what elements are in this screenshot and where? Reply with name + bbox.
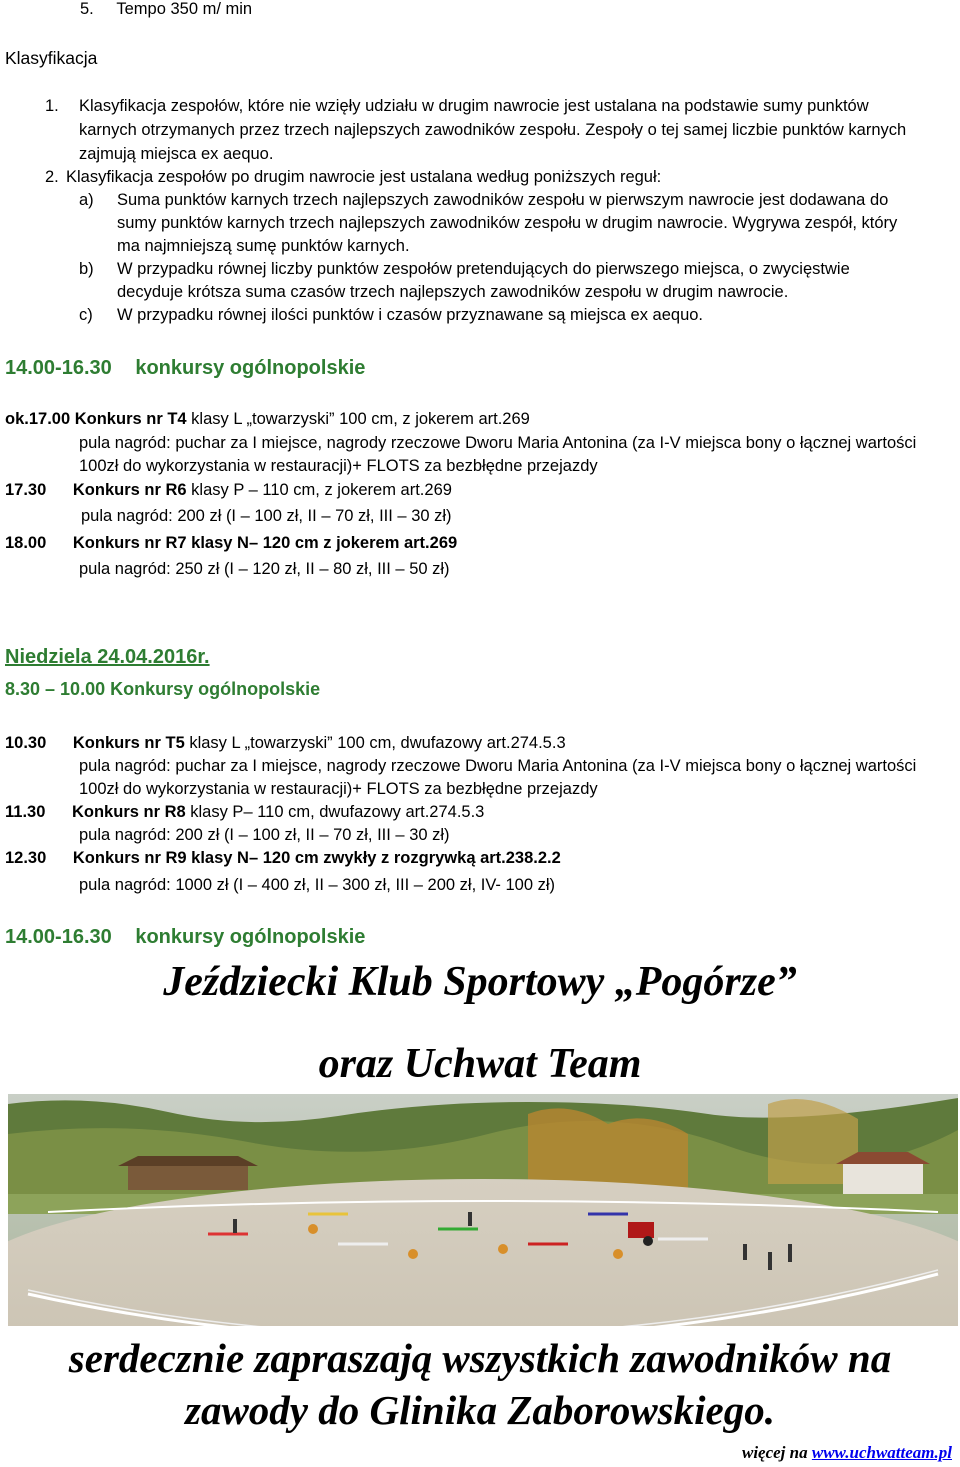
contest-name: Konkurs nr R8 xyxy=(71,803,186,821)
invitation-line: zawody do Glinika Zaborowskiego. xyxy=(185,1387,775,1433)
contest-time: 10.30 xyxy=(5,734,47,752)
paragraph-line: zajmują miejsca ex aequo. xyxy=(79,145,274,163)
schedule-heading: 8.30 – 10.00 Konkursy ogólnopolskie xyxy=(5,679,321,699)
contest-details: klasy P– 110 cm, dwufazowy art.274.5.3 xyxy=(185,803,485,821)
contest-line xyxy=(5,849,561,868)
heading-time: 14.00-16.30 xyxy=(5,926,112,948)
arena-photo xyxy=(8,1094,958,1326)
contest-details: klasy P – 110 cm, z jokerem art.269 xyxy=(186,481,452,499)
invitation-line: serdecznie zapraszają wszystkich zawodników na xyxy=(68,1335,892,1381)
list-letter: a) xyxy=(79,191,94,209)
prize-line: pula nagród: 200 zł (I – 100 zł, II – 70 zł, III – 30 zł) xyxy=(81,507,452,525)
contest-line xyxy=(5,410,530,429)
contest-details: klasy L „towarzyski” 100 cm, dwufazowy art.274.5.3 xyxy=(184,734,566,752)
contest-time: 18.00 xyxy=(5,534,47,552)
paragraph-line: sumy punktów karnych trzech najlepszych zawodników zespołu w drugim nawrocie. Wygrywa zespół, który xyxy=(117,214,898,232)
prize-line: pula nagród: 250 zł (I – 120 zł, II – 80 zł, III – 50 zł) xyxy=(79,560,450,578)
list-number: 1. xyxy=(45,97,59,115)
contest-name: Konkurs nr R7 klasy N– 120 cm z jokerem art.269 xyxy=(72,534,458,552)
list-number: 2. xyxy=(45,168,59,186)
paragraph-line: Klasyfikacja zespołów, które nie wzięły udziału w drugim nawrocie jest ustalana na podstawie sumy punktów xyxy=(79,97,869,115)
team-name: oraz Uchwat Team xyxy=(318,1041,642,1087)
contest-line xyxy=(5,803,484,822)
contest-line xyxy=(5,481,452,500)
contest-time: 11.30 xyxy=(5,803,46,821)
heading-time: 14.00-16.30 xyxy=(5,357,112,379)
heading-text: konkursy ogólnopolskie xyxy=(135,357,366,379)
day-heading: Niedziela 24.04.2016r. xyxy=(5,646,210,668)
contest-time: ok.17.00 xyxy=(5,410,71,428)
paragraph-line: W przypadku równej ilości punktów i czasów przyznawane są miejsca ex aequo. xyxy=(117,306,704,324)
list-letter: c) xyxy=(79,306,93,324)
tempo-line xyxy=(80,0,252,19)
arena-photo-svg xyxy=(8,1094,958,1326)
paragraph-line: Suma punktów karnych trzech najlepszych zawodników zespołu w pierwszym nawrocie jest dodawana do xyxy=(117,191,889,209)
prize-line: 100zł do wykorzystania w restauracji)+ FLOTS za bezbłędne przejazdy xyxy=(79,457,598,475)
list-number: 5. xyxy=(80,0,94,18)
contest-line xyxy=(5,534,457,553)
contest-name: Konkurs nr T4 xyxy=(74,410,187,428)
prize-line: 100zł do wykorzystania w restauracji)+ FLOTS za bezbłędne przejazdy xyxy=(79,780,598,798)
prize-line: pula nagród: puchar za I miejsce, nagrody rzeczowe Dworu Maria Antonina (za I-V miejsca bony o łącznej wartości xyxy=(79,757,917,775)
tempo-text: Tempo 350 m/ min xyxy=(116,0,253,18)
schedule-heading xyxy=(5,357,365,380)
contest-name: Konkurs nr T5 xyxy=(72,734,185,752)
paragraph-line: ma najmniejszą sumę punktów karnych. xyxy=(117,237,410,255)
website-link[interactable]: www.uchwatteam.pl xyxy=(811,1443,952,1462)
heading-text: konkursy ogólnopolskie xyxy=(135,926,366,948)
contest-line xyxy=(5,734,566,753)
list-letter: b) xyxy=(79,260,94,278)
more-info-line xyxy=(742,1443,952,1463)
club-name: Jeździecki Klub Sportowy „Pogórze” xyxy=(163,959,797,1005)
contest-name: Konkurs nr R6 xyxy=(72,481,187,499)
prize-line: pula nagród: 200 zł (I – 100 zł, II – 70 zł, III – 30 zł) xyxy=(79,826,450,844)
prize-line: pula nagród: puchar za I miejsce, nagrody rzeczowe Dworu Maria Antonina (za I-V miejsca bony o łącznej wartości xyxy=(79,434,917,452)
section-heading-klasyfikacja: Klasyfikacja xyxy=(5,48,98,68)
paragraph-line: karnych otrzymanych przez trzech najlepszych zawodników zespołu. Zespoły o tej samej liczbie punktów karnych xyxy=(79,121,907,139)
paragraph-line: Klasyfikacja zespołów po drugim nawrocie jest ustalana według poniższych reguł: xyxy=(66,168,662,186)
prize-line: pula nagród: 1000 zł (I – 400 zł, II – 300 zł, III – 200 zł, IV- 100 zł) xyxy=(79,876,556,894)
more-info-prefix: więcej na xyxy=(741,1443,812,1462)
schedule-heading xyxy=(5,926,365,949)
paragraph-line: W przypadku równej liczby punktów zespołów pretendujących do pierwszego miejsca, o zwycięstwie xyxy=(117,260,850,278)
contest-name: Konkurs nr R9 klasy N– 120 cm zwykły z rozgrywką art.238.2.2 xyxy=(72,849,561,867)
contest-details: klasy L „towarzyski” 100 cm, z jokerem art.269 xyxy=(186,410,530,428)
paragraph-line: decyduje krótsza suma czasów trzech najlepszych zawodników zespołu w drugim nawrocie. xyxy=(117,283,789,301)
contest-time: 12.30 xyxy=(5,849,47,867)
contest-time: 17.30 xyxy=(5,481,47,499)
